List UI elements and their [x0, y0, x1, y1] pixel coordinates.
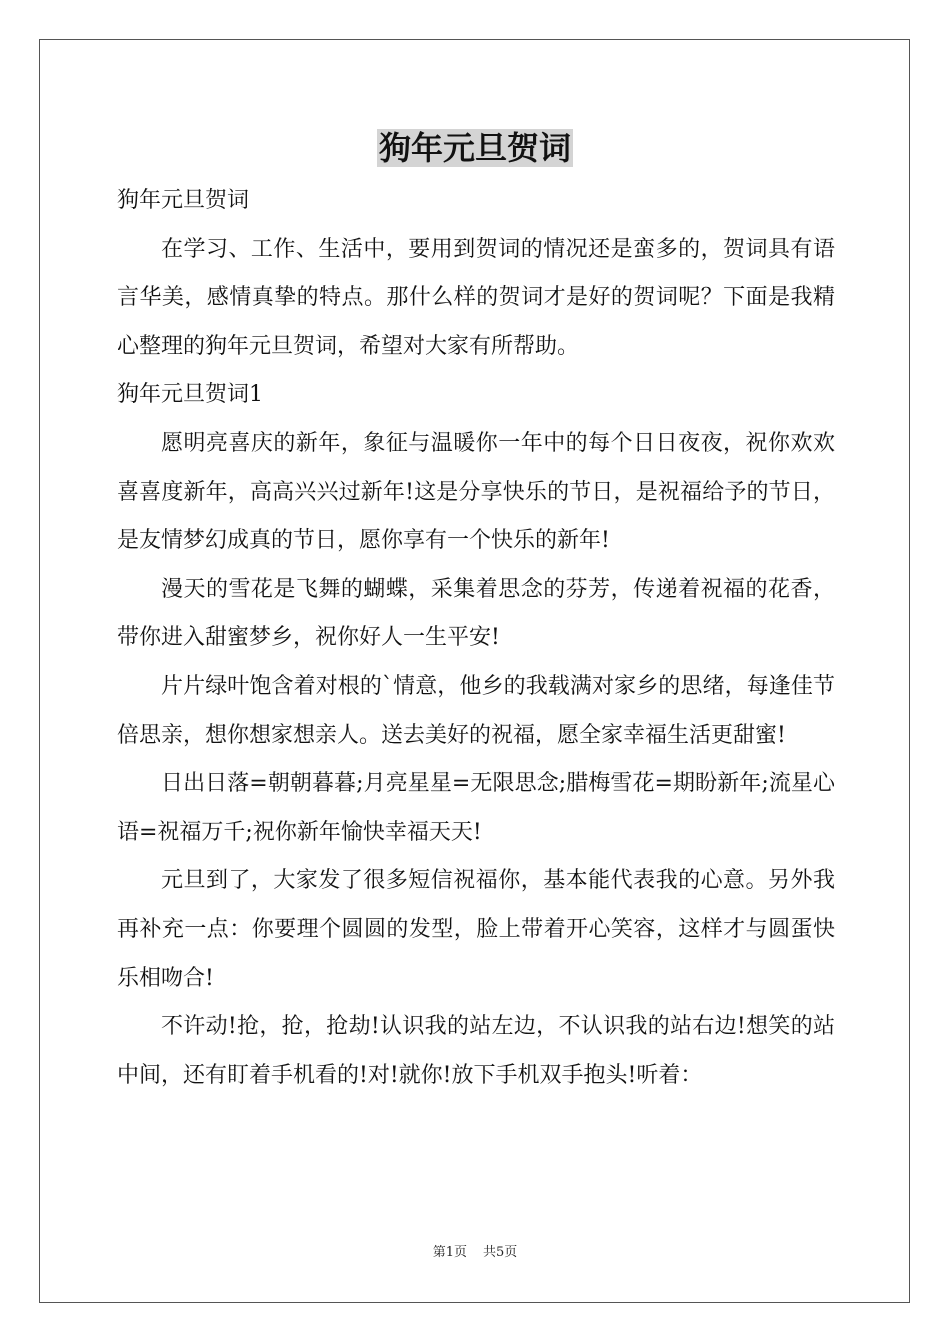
document-title — [0, 126, 950, 170]
paragraph: 片片绿叶饱含着对根的`情意，他乡的我载满对家乡的思绪，每逢佳节倍思亲，想你想家想亲人。送去美好的祝福，愿全家幸福生活更甜蜜! — [117, 673, 835, 748]
paragraph: 愿明亮喜庆的新年，象征与温暖你一年中的每个日日夜夜，祝你欢欢喜喜度新年，高高兴兴过新年!这是分享快乐的节日，是祝福给予的节日，是友情梦幻成真的节日，愿你享有一个快乐的新年! — [117, 430, 835, 554]
document-title-text: 狗年元旦贺词 — [378, 129, 571, 167]
paragraph: 漫天的雪花是飞舞的蝴蝶，采集着思念的芬芳，传递着祝福的花香，带你进入甜蜜梦乡，祝你好人一生平安! — [117, 576, 835, 651]
section-heading-1: 狗年元旦贺词1 — [117, 382, 263, 408]
paragraph: 元旦到了，大家发了很多短信祝福你，基本能代表我的心意。另外我再补充一点：你要理个圆圆的发型，脸上带着开心笑容，这样才与圆蛋快乐相吻合! — [117, 868, 835, 991]
page-number: 第1页 — [432, 1245, 467, 1260]
paragraph: 日出日落=朝朝暮暮;月亮星星=无限思念;腊梅雪花=期盼新年;流星心语=祝福万千;祝你新年愉快幸福天天! — [117, 771, 835, 845]
page-footer — [0, 1244, 950, 1262]
paragraph-subtitle: 狗年元旦贺词 — [117, 188, 250, 213]
page-total: 共5页 — [483, 1245, 518, 1260]
document-body — [117, 177, 835, 1100]
paragraph-intro: 在学习、工作、生活中，要用到贺词的情况还是蛮多的，贺词具有语言华美，感情真挚的特点。那什么样的贺词才是好的贺词呢？下面是我精心整理的狗年元旦贺词，希望对大家有所帮助。 — [117, 236, 835, 359]
paragraph: 不许动!抢，抢，抢劫!认识我的站左边，不认识我的站右边!想笑的站中间，还有盯着手机看的!对!就你!放下手机双手抱头!听着： — [117, 1014, 835, 1088]
